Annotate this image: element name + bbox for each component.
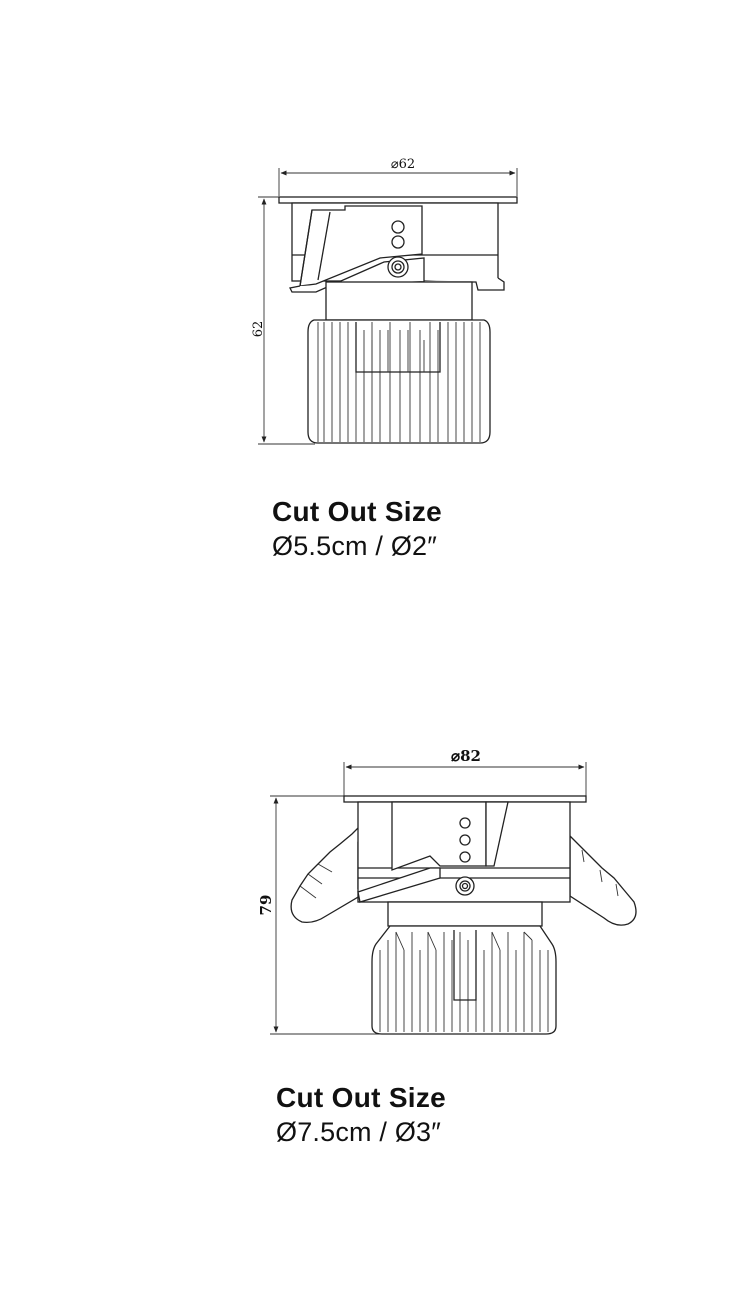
spring-arm-right bbox=[570, 836, 636, 925]
housing-body-2 bbox=[358, 802, 570, 902]
height-dimension-label-1: 62 bbox=[251, 320, 266, 338]
drawing-large-downlight bbox=[257, 747, 636, 1034]
trim-flange-1 bbox=[279, 197, 517, 203]
cut-out-title-2: Cut Out Size bbox=[276, 1082, 447, 1113]
cut-out-caption-1 bbox=[272, 498, 442, 560]
width-dimension-line-2 bbox=[344, 762, 586, 796]
trim-flange-2 bbox=[344, 796, 586, 802]
neck-2 bbox=[388, 902, 542, 926]
housing-body-1 bbox=[290, 203, 504, 292]
cut-out-caption-2 bbox=[276, 1084, 446, 1146]
width-dimension-label-2: ⌀82 bbox=[451, 747, 481, 765]
cut-out-title-1: Cut Out Size bbox=[272, 496, 443, 527]
height-dimension-label-2: 79 bbox=[257, 894, 275, 916]
width-dimension-label-1: ⌀62 bbox=[390, 157, 416, 172]
cut-out-size-2: Ø7.5cm / Ø3″ bbox=[276, 1117, 442, 1147]
heatsink-2 bbox=[372, 926, 556, 1034]
cut-out-size-1: Ø5.5cm / Ø2″ bbox=[272, 531, 438, 561]
heatsink-1 bbox=[308, 320, 490, 443]
width-dimension-line-1 bbox=[279, 168, 517, 196]
drawing-small-downlight bbox=[251, 157, 517, 444]
neck-1 bbox=[326, 282, 472, 320]
